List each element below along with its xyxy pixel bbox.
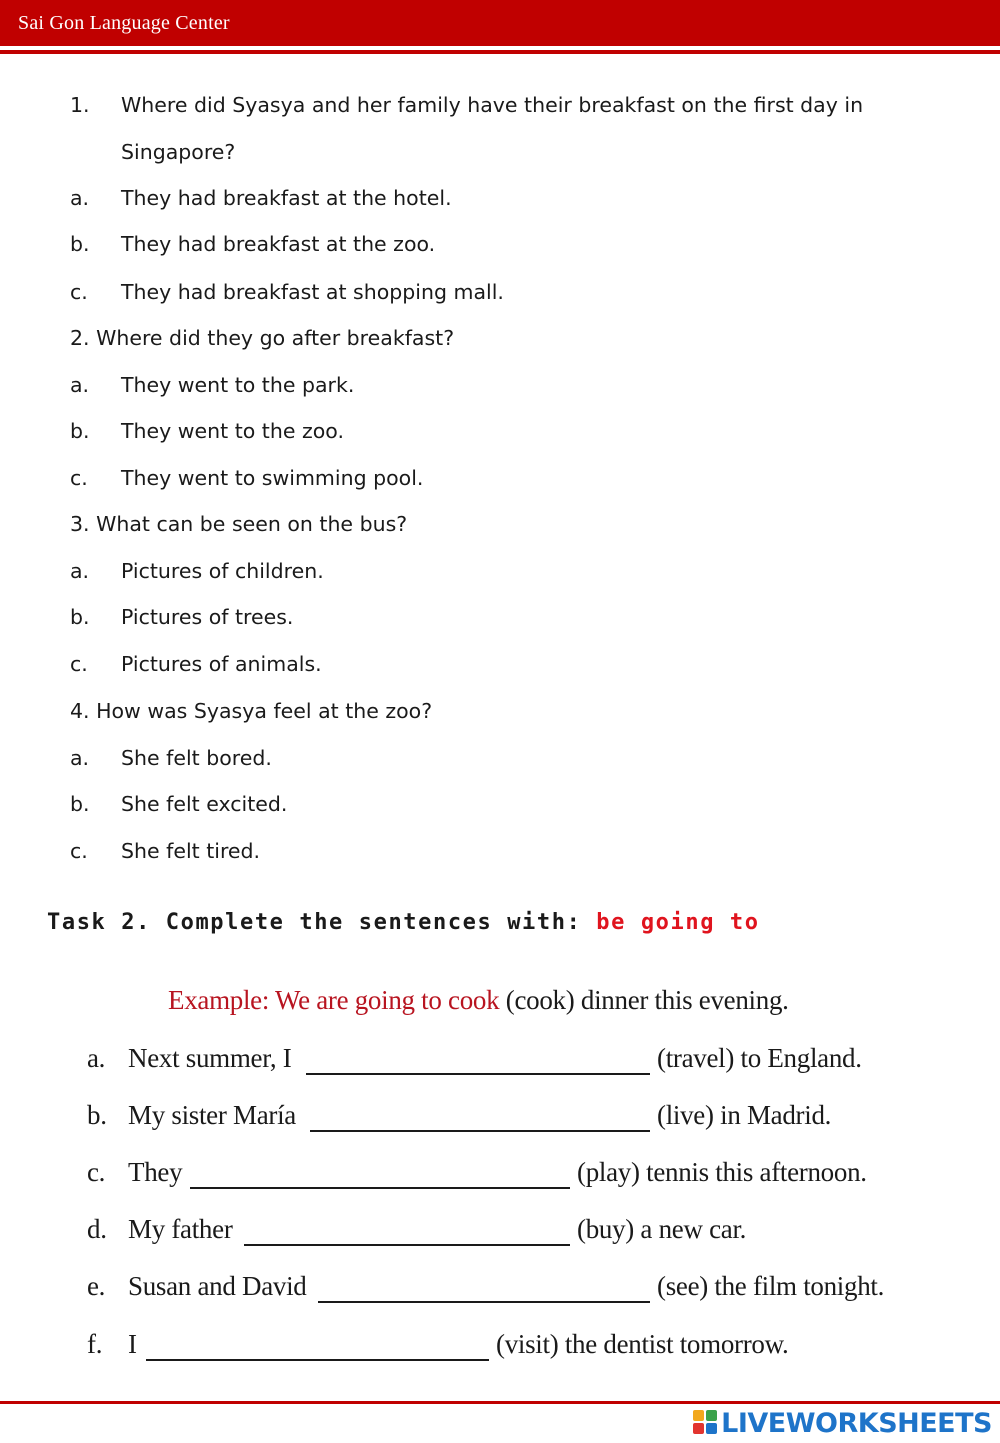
answer-blank-f[interactable] (146, 1359, 489, 1361)
list-text: Where did Syasya and her family have their breakfast on the first day in (121, 93, 864, 117)
answer-blank-c[interactable] (190, 1187, 570, 1189)
page-header (0, 0, 1000, 46)
list-text: Pictures of trees. (121, 605, 294, 629)
list-text: 2. Where did they go after breakfast? (70, 326, 455, 350)
list-text: She felt tired. (121, 839, 261, 863)
answer-blank-e[interactable] (318, 1301, 650, 1303)
question-2 (70, 325, 454, 351)
list-text: They had breakfast at the hotel. (121, 186, 452, 210)
example-sentence (168, 985, 789, 1016)
grid-logo-icon (693, 1410, 719, 1436)
header-divider (0, 50, 1000, 54)
list-label: c. (70, 839, 88, 863)
list-label: b. (70, 419, 90, 443)
footer-divider (0, 1401, 1000, 1404)
list-label: a. (70, 746, 90, 770)
task-2-highlight: be going to (596, 910, 760, 935)
list-text: They went to the zoo. (121, 419, 344, 443)
exercise-label: f. (87, 1329, 103, 1359)
list-text: She felt bored. (121, 746, 272, 770)
list-label: c. (70, 280, 88, 304)
answer-blank-a[interactable] (306, 1073, 650, 1075)
exercise-suffix: (live) in Madrid. (657, 1100, 832, 1130)
answer-blank-b[interactable] (310, 1130, 650, 1132)
exercise-prefix: Next summer, I (128, 1043, 292, 1073)
question-3 (70, 511, 407, 537)
list-text: They went to the park. (121, 373, 355, 397)
list-text: She felt excited. (121, 792, 288, 816)
example-label: Example: (168, 985, 270, 1015)
example-verb: (cook) (505, 985, 575, 1015)
task-2-title: Task 2. Complete the sentences with: (47, 910, 582, 935)
list-label: b. (70, 605, 90, 629)
list-label: a. (70, 559, 90, 583)
exercise-prefix: My father (128, 1214, 233, 1244)
task-2-heading (47, 910, 760, 935)
exercise-suffix: (travel) to England. (657, 1043, 862, 1073)
question-4 (70, 698, 432, 724)
exercise-suffix: (see) the film tonight. (657, 1271, 885, 1301)
exercise-label: e. (87, 1271, 106, 1301)
list-label: c. (70, 652, 88, 676)
example-rest: dinner this evening. (580, 985, 789, 1015)
list-label: b. (70, 232, 90, 256)
list-label: 1. (70, 93, 90, 117)
answer-blank-d[interactable] (244, 1244, 570, 1246)
list-text: Singapore? (121, 140, 236, 164)
exercise-prefix: They (128, 1157, 183, 1187)
list-text: Pictures of children. (121, 559, 324, 583)
exercise-label: a. (87, 1043, 106, 1073)
exercise-suffix: (visit) the dentist tomorrow. (496, 1329, 789, 1359)
list-label: c. (70, 466, 88, 490)
list-text: They had breakfast at shopping mall. (121, 280, 504, 304)
exercise-prefix: I (128, 1329, 137, 1359)
exercise-label: d. (87, 1214, 107, 1244)
example-answer: We are going to cook (275, 985, 500, 1015)
exercise-label: c. (87, 1157, 106, 1187)
liveworksheets-logo[interactable] (693, 1406, 992, 1440)
exercise-suffix: (play) tennis this afternoon. (577, 1157, 867, 1187)
header-title: Sai Gon Language Center (18, 12, 230, 34)
exercise-label: b. (87, 1100, 107, 1130)
exercise-prefix: My sister María (128, 1100, 296, 1130)
list-label: a. (70, 373, 90, 397)
exercise-suffix: (buy) a new car. (577, 1214, 747, 1244)
list-label: b. (70, 792, 90, 816)
exercise-prefix: Susan and David (128, 1271, 307, 1301)
list-text: 3. What can be seen on the bus? (70, 512, 408, 536)
list-text: Pictures of animals. (121, 652, 322, 676)
list-text: 4. How was Syasya feel at the zoo? (70, 699, 433, 723)
list-label: a. (70, 186, 90, 210)
brand-name: LIVEWORKSHEETS (721, 1407, 992, 1439)
list-text: They had breakfast at the zoo. (121, 232, 436, 256)
list-text: They went to swimming pool. (121, 466, 424, 490)
